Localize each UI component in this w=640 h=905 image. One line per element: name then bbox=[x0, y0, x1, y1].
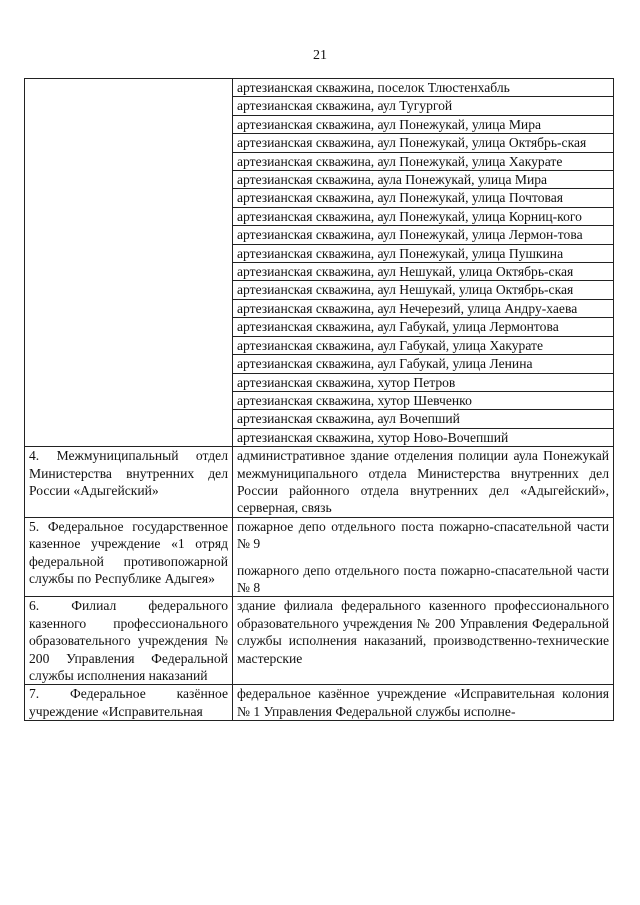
object-cell: артезианская скважина, хутор Петров bbox=[233, 373, 614, 391]
org-cell: 5. Федеральное государственное казенное учреждение «1 отряд федеральной противопожарной службы по Республике Адыгея» bbox=[25, 517, 233, 597]
object-cell: артезианская скважина, аул Понежукай, улица Мира bbox=[233, 115, 614, 133]
object-cell: артезианская скважина, аул Габукай, улица Лермонтова bbox=[233, 318, 614, 336]
object-cell: артезианская скважина, аул Понежукай, улица Октябрь-ская bbox=[233, 134, 614, 152]
object-cell bbox=[233, 597, 614, 685]
object-cell: артезианская скважина, аул Понежукай, улица Хакурате bbox=[233, 152, 614, 170]
object-cell: артезианская скважина, аул Понежукай, улица Пушкина bbox=[233, 244, 614, 262]
object-cell: артезианская скважина, хутор Ново-Вочепший bbox=[233, 428, 614, 446]
object-cell: артезианская скважина, поселок Тлюстенхабль bbox=[233, 79, 614, 97]
object-cell bbox=[233, 447, 614, 518]
table-row bbox=[25, 597, 614, 685]
object-cell: артезианская скважина, аул Габукай, улица Ленина bbox=[233, 355, 614, 373]
table-row bbox=[25, 517, 614, 597]
table-row bbox=[25, 447, 614, 518]
object-text: здание филиала федерального казенного профессионального образовательного учреждения № 200 Управления Федеральной службы исполнения наказаний, производственно-технические мастерские bbox=[237, 598, 609, 666]
org-cell: 7. Федеральное казённое учреждение «Исправительная bbox=[25, 685, 233, 721]
object-text: административное здание отделения полиции аула Понежукай межмуниципального отдела Министерства внутренних дел России районного отдела внутренних дел «Адыгейский», серверная, связь bbox=[237, 448, 609, 516]
object-cell: артезианская скважина, аул Понежукай, улица Почтовая bbox=[233, 189, 614, 207]
object-text: пожарное депо отдельного поста пожарно-спасательной части № 9 bbox=[237, 518, 609, 552]
object-cell: артезианская скважина, аул Нешукай, улица Октябрь-ская bbox=[233, 263, 614, 281]
org-cell: 6. Филиал федерального казенного профессионального образовательного учреждения № 200 Управления Федеральной службы исполнения наказаний bbox=[25, 597, 233, 685]
object-cell: артезианская скважина, аул Габукай, улица Хакурате bbox=[233, 336, 614, 354]
object-cell: артезианская скважина, аул Нешукай, улица Октябрь-ская bbox=[233, 281, 614, 299]
object-cell: артезианская скважина, аула Понежукай, улица Мира bbox=[233, 171, 614, 189]
object-cell bbox=[233, 517, 614, 597]
object-cell: артезианская скважина, аул Понежукай, улица Корниц-кого bbox=[233, 207, 614, 225]
object-text: федеральное казённое учреждение «Исправительная колония № 1 Управления Федеральной службы исполне- bbox=[237, 686, 609, 719]
object-cell: артезианская скважина, аул Тугургой bbox=[233, 97, 614, 115]
org-cell: 4. Межмуниципальный отдел Министерства внутренних дел России «Адыгейский» bbox=[25, 447, 233, 518]
org-cell-empty bbox=[25, 79, 233, 447]
objects-table bbox=[24, 78, 614, 721]
object-cell: артезианская скважина, аул Вочепший bbox=[233, 410, 614, 428]
object-text: пожарного депо отдельного поста пожарно-спасательной части № 8 bbox=[237, 562, 609, 595]
object-cell: артезианская скважина, хутор Шевченко bbox=[233, 391, 614, 409]
table-row bbox=[25, 79, 614, 97]
table-row bbox=[25, 685, 614, 721]
page-number: 21 bbox=[313, 48, 327, 63]
object-cell: артезианская скважина, аул Нечерезий, улица Андру-хаева bbox=[233, 299, 614, 317]
object-cell: артезианская скважина, аул Понежукай, улица Лермон-това bbox=[233, 226, 614, 244]
object-cell bbox=[233, 685, 614, 721]
